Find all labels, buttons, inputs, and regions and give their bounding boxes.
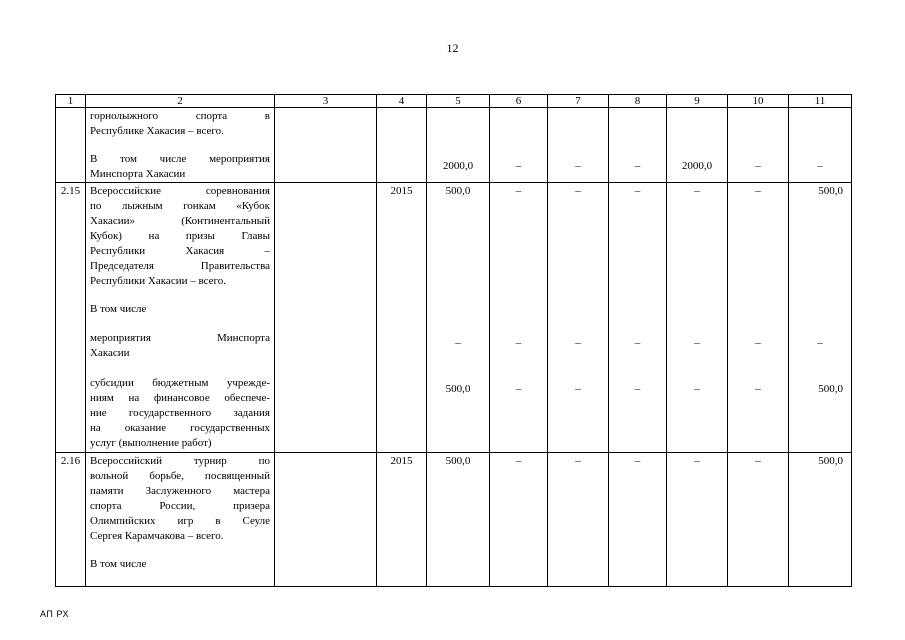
cell [789,453,852,587]
dash: – [755,383,761,395]
cell [427,453,490,587]
dash: – [694,185,700,197]
row-description [86,453,275,587]
col-header: 2 [86,95,275,108]
col-header: 10 [728,95,789,108]
dash: – [755,455,761,467]
dash: – [755,185,761,197]
dash: – [755,337,761,349]
value: 500,0 [818,383,843,395]
dash: – [634,455,641,467]
desc-line: горнолыжного спорта в [90,110,270,122]
desc-line: памяти Заслуженного мастера [90,485,270,497]
cell [609,183,667,453]
cell [377,453,427,587]
year: 2015 [390,185,413,197]
row-description [86,183,275,453]
desc-line: по лыжным гонкам «Кубок [90,200,270,212]
value: 500,0 [445,185,471,197]
col-header: 8 [609,95,667,108]
col-header: 1 [56,95,86,108]
dash: – [575,455,581,467]
value: 2000,0 [681,160,713,172]
value: 500,0 [445,455,471,467]
cell [490,453,548,587]
dash: – [515,337,522,349]
desc-line: Республике Хакасия – всего. [90,125,224,137]
desc-line: спорта России, призера [90,500,270,512]
dash: – [575,160,581,172]
cell [667,108,728,183]
table-row [56,453,852,587]
cell [789,108,852,183]
cell [275,108,377,183]
col-header: 3 [275,95,377,108]
col-header: 7 [548,95,609,108]
dash: – [634,383,641,395]
desc-line: услуг (выполнение работ) [90,437,212,449]
cell [667,183,728,453]
dash: – [694,455,700,467]
cell [275,183,377,453]
desc-line: субсидии бюджетным учрежде- [90,377,270,389]
dash: – [455,337,461,349]
cell [728,108,789,183]
desc-line: вольной борьбе, посвященный [90,470,270,482]
footer-stamp: АП РХ [40,609,69,619]
desc-line: ниям на финансовое обеспече- [90,392,270,404]
cell [490,108,548,183]
desc-line: Сергея Карамчакова – всего. [90,530,224,542]
row-number [56,108,86,183]
col-header: 4 [377,95,427,108]
dash: – [694,383,700,395]
year: 2015 [390,455,413,467]
dash: – [575,185,581,197]
cell [377,183,427,453]
dash: – [817,337,823,349]
dash: – [515,160,522,172]
dash: – [634,160,641,172]
row-description [86,108,275,183]
budget-table [55,94,852,587]
value: 500,0 [445,383,471,395]
desc-line: Олимпийских игр в Сеуле [90,515,270,527]
dash: – [515,455,522,467]
dash: – [634,337,641,349]
cell [728,453,789,587]
dash: – [694,337,700,349]
cell [490,183,548,453]
value: 2000,0 [442,160,474,172]
col-header: 5 [427,95,490,108]
cell [275,453,377,587]
page-number: 12 [446,41,459,55]
cell [548,183,609,453]
desc-line: Всероссийские соревнования [90,185,270,197]
cell [548,453,609,587]
header-row [56,95,852,108]
cell [609,453,667,587]
cell [427,183,490,453]
desc-line: Кубок) на призы Главы [90,230,270,242]
row-number: 2.15 [56,183,86,453]
value: 500,0 [818,455,843,467]
desc-line: Минспорта Хакасии [90,168,186,180]
desc-line: В том числе [90,558,147,570]
col-header: 9 [667,95,728,108]
dash: – [515,185,522,197]
desc-line: Хакасии [90,347,130,359]
desc-line: мероприятия Минспорта [90,332,270,344]
dash: – [755,160,761,172]
desc-line: на оказание государственных [90,422,270,434]
col-header: 6 [490,95,548,108]
dash: – [575,383,581,395]
desc-line: Председателя Правительства [90,260,270,272]
desc-line: Республики Хакасии – всего. [90,275,226,287]
dash: – [515,383,522,395]
cell [667,453,728,587]
desc-line: В том числе мероприятия [90,153,270,165]
dash: – [575,337,581,349]
dash: – [817,160,823,172]
desc-line: В том числе [90,303,147,315]
cell [789,183,852,453]
cell [548,108,609,183]
desc-line: Хакасии» (Континентальный [90,215,270,227]
value: 500,0 [818,185,843,197]
table-row [56,183,852,453]
dash: – [634,185,641,197]
cell [609,108,667,183]
row-number: 2.16 [56,453,86,587]
desc-line: ние государственного задания [90,407,270,419]
cell [377,108,427,183]
table-row [56,108,852,183]
cell [427,108,490,183]
col-header: 11 [789,95,852,108]
desc-line: Республики Хакасия – [90,245,270,257]
desc-line: Всероссийский турнир по [90,455,270,467]
cell [728,183,789,453]
